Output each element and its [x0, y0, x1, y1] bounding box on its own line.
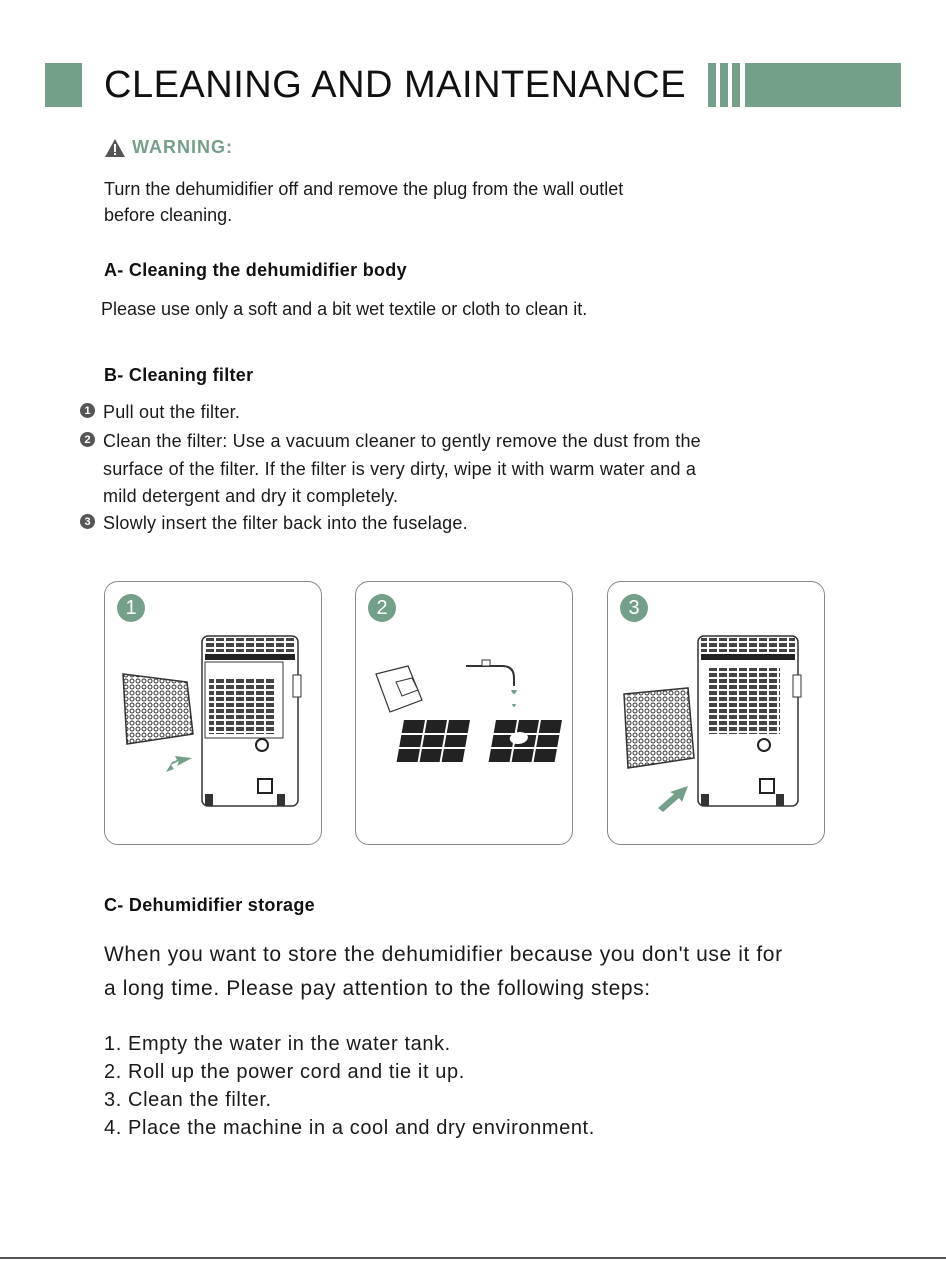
filter-cleaning-illustration: [356, 582, 572, 844]
section-a-heading: A- Cleaning the dehumidifier body: [104, 260, 407, 280]
step-text: Pull out the filter.: [103, 402, 241, 422]
list-item: 4. Place the machine in a cool and dry environment.: [104, 1117, 595, 1139]
step-number-badge: 1: [80, 403, 95, 418]
section-a-text: Please use only a soft and a bit wet textile or cloth to clean it.: [101, 299, 588, 319]
panel-number-badge: 2: [368, 594, 396, 622]
warning-text: Turn the dehumidifier off and remove the plug from the wall outlet before cleaning.: [104, 179, 624, 225]
header-left-block: [45, 63, 82, 107]
storage-steps-list: [104, 1030, 804, 1142]
step-2: [80, 427, 701, 509]
section-c-heading: C- Dehumidifier storage: [104, 895, 315, 915]
step-1: [80, 398, 240, 426]
header-right-decoration: [708, 63, 901, 107]
page-title: CLEANING AND MAINTENANCE: [104, 64, 687, 106]
warning-icon: [104, 138, 126, 158]
section-b-heading: B- Cleaning filter: [104, 365, 254, 385]
step-number-badge: 3: [80, 514, 95, 529]
dehumidifier-remove-filter-illustration: [105, 582, 321, 844]
list-item: 1. Empty the water in the water tank.: [104, 1033, 451, 1055]
step-text: Clean the filter: Use a vacuum cleaner to gently remove the dust from the surface of the filter. If the filter is very dirty, wipe it with warm water and a mild detergent and dry it completely.: [103, 431, 701, 506]
dehumidifier-insert-filter-illustration: [608, 582, 824, 844]
step-text: Slowly insert the filter back into the fuselage.: [103, 513, 468, 533]
illustration-panel-3: [607, 581, 825, 845]
list-item: 2. Roll up the power cord and tie it up.: [104, 1061, 465, 1083]
page-bottom-border: [0, 1257, 946, 1259]
panel-number-badge: 3: [620, 594, 648, 622]
panel-number-badge: 1: [117, 594, 145, 622]
warning-label: WARNING:: [132, 137, 233, 157]
section-c-intro: When you want to store the dehumidifier because you don't use it for a long time. Please pay attention to the following steps:: [104, 943, 783, 1000]
illustration-panel-2: [355, 581, 573, 845]
list-item: 3. Clean the filter.: [104, 1089, 272, 1111]
step-3: [80, 509, 468, 537]
illustration-panel-1: [104, 581, 322, 845]
step-number-badge: 2: [80, 432, 95, 447]
warning-heading: [104, 137, 233, 158]
